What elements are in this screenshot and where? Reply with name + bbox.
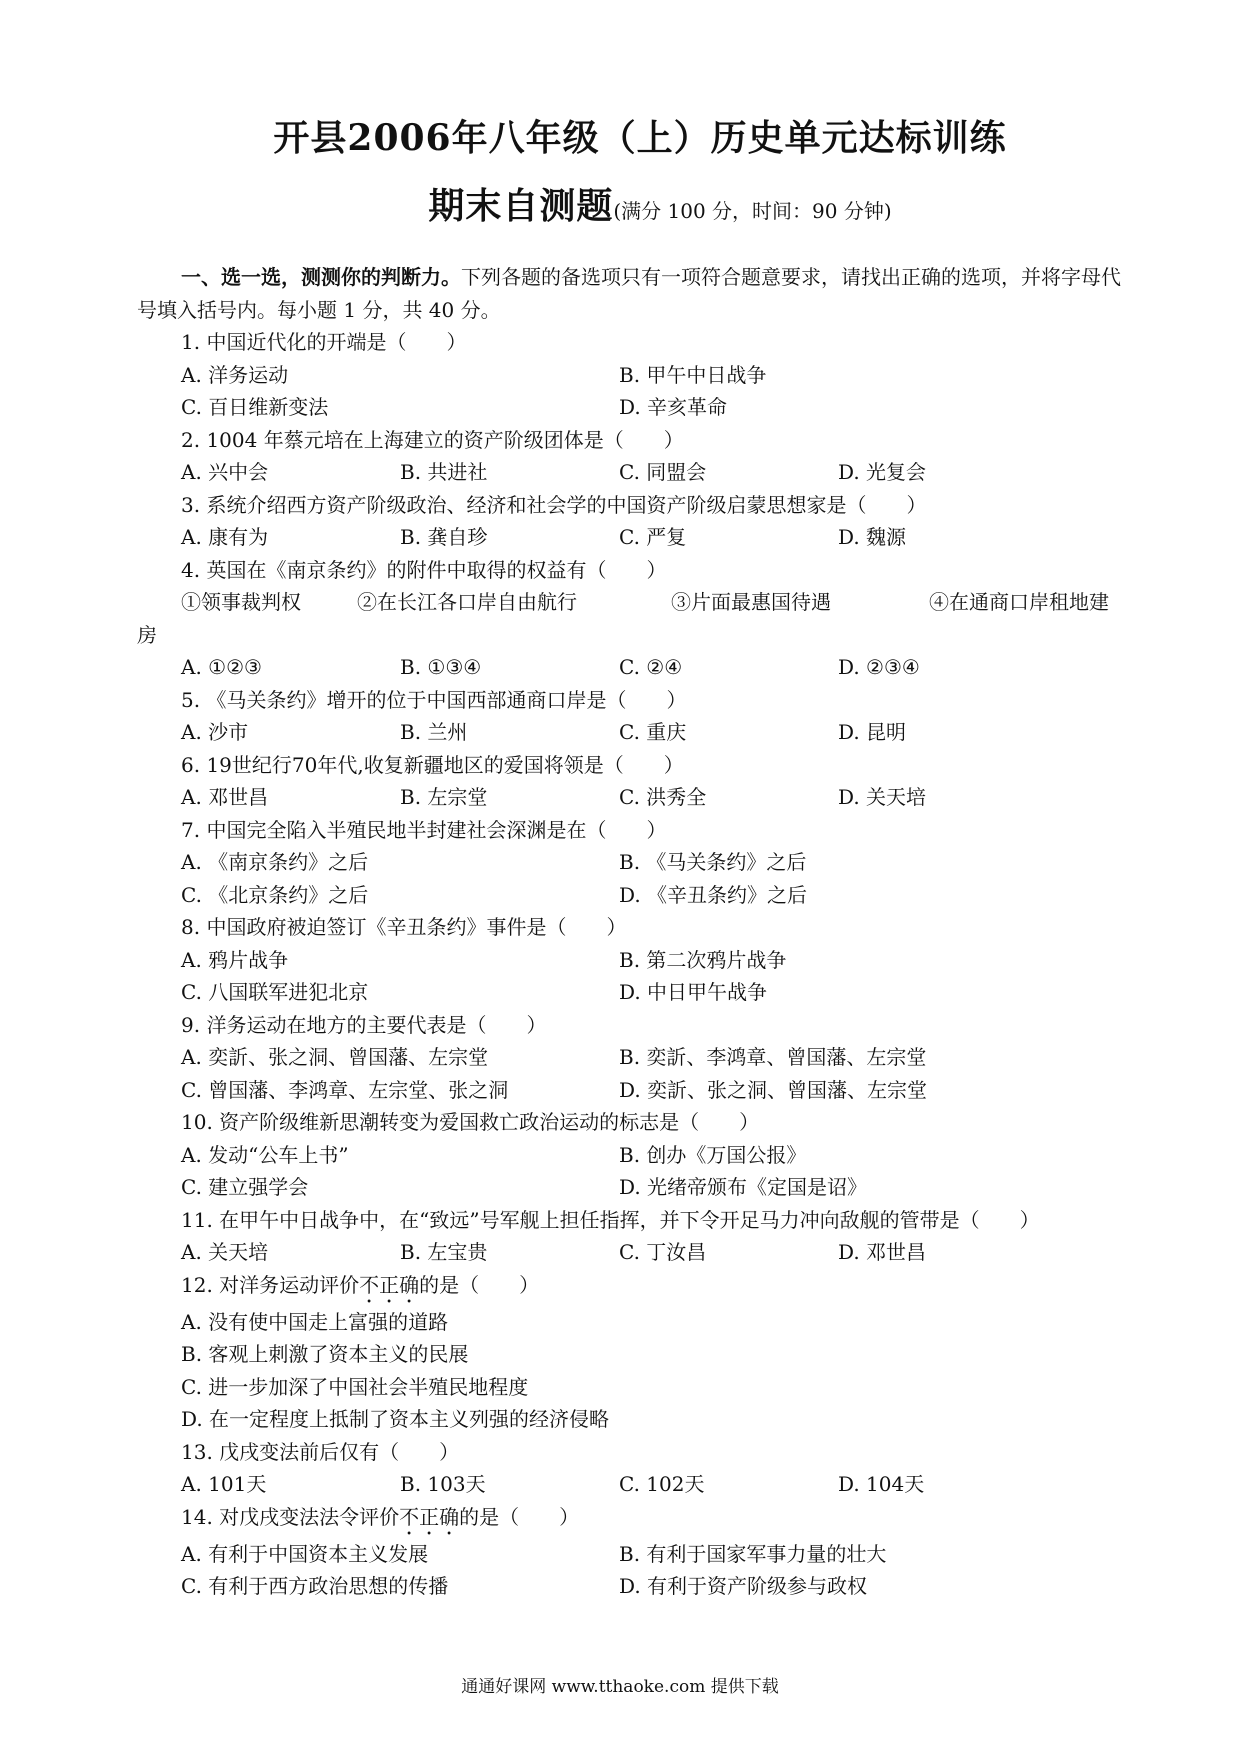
option: D. 104天 [838,1472,925,1496]
option: B. 第二次鸦片战争 [619,947,787,972]
option: D. 昆明 [838,720,907,744]
option: A. 101天 [181,1472,267,1496]
statement: ①领事裁判权 [181,590,301,614]
option: A. 兴中会 [181,460,269,484]
option: B. 奕訢、李鸿章、曾国藩、左宗堂 [619,1045,927,1069]
stem-text: 的是（ ） [419,1272,540,1297]
option: A. 奕訢、张之洞、曾国藩、左宗堂 [181,1045,489,1069]
question-stem: 1. 中国近代化的开端是（ ） [181,330,467,354]
question-stem: 6. 19世纪行70年代,收复新疆地区的爱国将领是（ ） [181,752,684,777]
option-row [137,1236,1123,1269]
question-stem [137,1501,1123,1538]
option: D. 辛亥革命 [619,395,728,419]
option: D. 有利于资产阶级参与政权 [619,1574,868,1598]
option-row [137,1171,1123,1204]
question-stem: 4. 英国在《南京条约》的附件中取得的权益有（ ） [181,557,667,582]
option: B. 103天 [400,1472,486,1496]
option: D. 邓世昌 [838,1240,927,1264]
option-row [137,846,1123,879]
option: A. 沙市 [181,720,249,744]
exam-title: 开县2006年八年级（上）历史单元达标训练 [273,117,1007,159]
option: C. 有利于西方政治思想的传播 [181,1574,449,1598]
option-row [137,976,1123,1009]
option: C. 重庆 [619,720,687,744]
option: D. 光绪帝颁布《定国是诏》 [619,1175,868,1199]
option: B. 甲午中日战争 [619,362,767,387]
option-row [137,1468,1123,1501]
option-row [137,359,1123,392]
option: B. 共进社 [400,460,488,484]
question-stem: 11. 在甲午中日战争中，在“致远”号军舰上担任指挥，并下令开足马力冲向敌舰的管带是（ ） [181,1207,1040,1232]
option-row [137,879,1123,912]
statement-wrap: 房 [137,622,157,647]
exam-subtitle [0,178,1240,229]
option: D. 中日甲午战争 [619,980,768,1004]
option: B. 客观上刺激了资本主义的民展 [181,1342,469,1366]
option: A. ①②③ [181,655,262,679]
stem-text: 12. 对洋务运动评价 [181,1272,360,1297]
statement: ④在通商口岸租地建 [929,590,1109,614]
option: A. 洋务运动 [181,362,289,387]
option: A. 有利于中国资本主义发展 [181,1541,429,1566]
emphasis-text: 不正确 [399,1504,460,1529]
question-stem: 7. 中国完全陷入半殖民地半封建社会深渊是在（ ） [181,817,667,842]
question-stem: 5. 《马关条约》增开的位于中国西部通商口岸是（ ） [181,687,687,712]
option: A. 《南京条约》之后 [181,850,369,874]
option: B. 《马关条约》之后 [619,850,807,874]
option-row [137,1538,1123,1571]
option-row [137,944,1123,977]
section-instructions [137,261,1123,326]
option-row [137,1074,1123,1107]
option-row [137,651,1123,684]
option: C. 102天 [619,1472,705,1496]
option: D. ②③④ [838,655,920,679]
option: C. 进一步加深了中国社会半殖民地程度 [181,1374,529,1399]
option-row [137,1570,1123,1603]
subtitle-note: (满分 100 分，时间：90 分钟) [613,199,892,223]
option: A. 鸦片战争 [181,947,289,972]
option-row [137,456,1123,489]
option-row [137,781,1123,814]
emphasis-text: 不正确 [359,1272,420,1297]
question-stem: 2. 1004 年蔡元培在上海建立的资产阶级团体是（ ） [181,427,684,452]
question-stem: 13. 戊戌变法前后仅有（ ） [181,1439,460,1464]
option: D. 光复会 [838,460,927,484]
option: C. ②④ [619,655,683,679]
option-row [137,716,1123,749]
option: D. 在一定程度上抵制了资本主义列强的经济侵略 [181,1407,610,1431]
option: C. 建立强学会 [181,1175,309,1199]
option: B. 创办《万国公报》 [619,1142,807,1167]
page-footer: 通通好课网 www.tthaoke.com 提供下载 [461,1677,779,1697]
stem-text: 的是（ ） [459,1504,580,1529]
question-stem: 9. 洋务运动在地方的主要代表是（ ） [181,1012,547,1037]
question-stem: 3. 系统介绍西方资产阶级政治、经济和社会学的中国资产阶级启蒙思想家是（ ） [181,492,927,517]
option-row [137,521,1123,554]
option: A. 发动“公车上书” [181,1142,349,1167]
question-stem [137,1269,1123,1306]
option: A. 康有为 [181,525,269,549]
option: B. ①③④ [400,655,482,679]
option: C. 同盟会 [619,460,707,484]
statement: ②在长江各口岸自由航行 [357,590,577,614]
option-row [137,1041,1123,1074]
option: A. 邓世昌 [181,785,269,809]
option: C. 《北京条约》之后 [181,882,369,907]
section-instructions-text: 下列各题的备选项只有一项符合题意要求，请找出正确的选项，并将字母代号填入括号内。每小题 1 分，共 40 分。 [137,265,1121,322]
stem-text: 14. 对戊戌变法法令评价 [181,1504,400,1529]
option-row [137,1139,1123,1172]
option: D. 魏源 [838,525,907,549]
option: C. 百日维新变法 [181,395,329,419]
option: B. 左宗堂 [400,785,488,809]
section-heading: 一、选一选，测测你的判断力。 [181,265,461,289]
option: C. 严复 [619,525,687,549]
option: D. 关天培 [838,785,927,809]
option: A. 关天培 [181,1240,269,1264]
question-stem: 10. 资产阶级维新思潮转变为爱国救亡政治运动的标志是（ ） [181,1110,760,1134]
option: A. 没有使中国走上富强的道路 [181,1309,449,1334]
option: C. 洪秀全 [619,785,707,809]
option: B. 有利于国家军事力量的壮大 [619,1541,887,1566]
option: B. 兰州 [400,720,468,744]
question-stem: 8. 中国政府被迫签订《辛丑条约》事件是（ ） [181,915,627,939]
option: B. 龚自珍 [400,525,488,549]
statement: ③片面最惠国待遇 [671,590,831,614]
option: C. 丁汝昌 [619,1240,707,1264]
option-row [137,391,1123,424]
option: B. 左宝贵 [400,1240,488,1264]
option: D. 奕訢、张之洞、曾国藩、左宗堂 [619,1077,928,1102]
exam-content [137,261,1123,1603]
option: D. 《辛丑条约》之后 [619,882,808,907]
option: C. 八国联军进犯北京 [181,980,369,1004]
statement-row [137,586,1123,619]
option: C. 曾国藩、李鸿章、左宗堂、张之洞 [181,1077,509,1102]
subtitle-text: 期末自测题 [428,185,614,227]
